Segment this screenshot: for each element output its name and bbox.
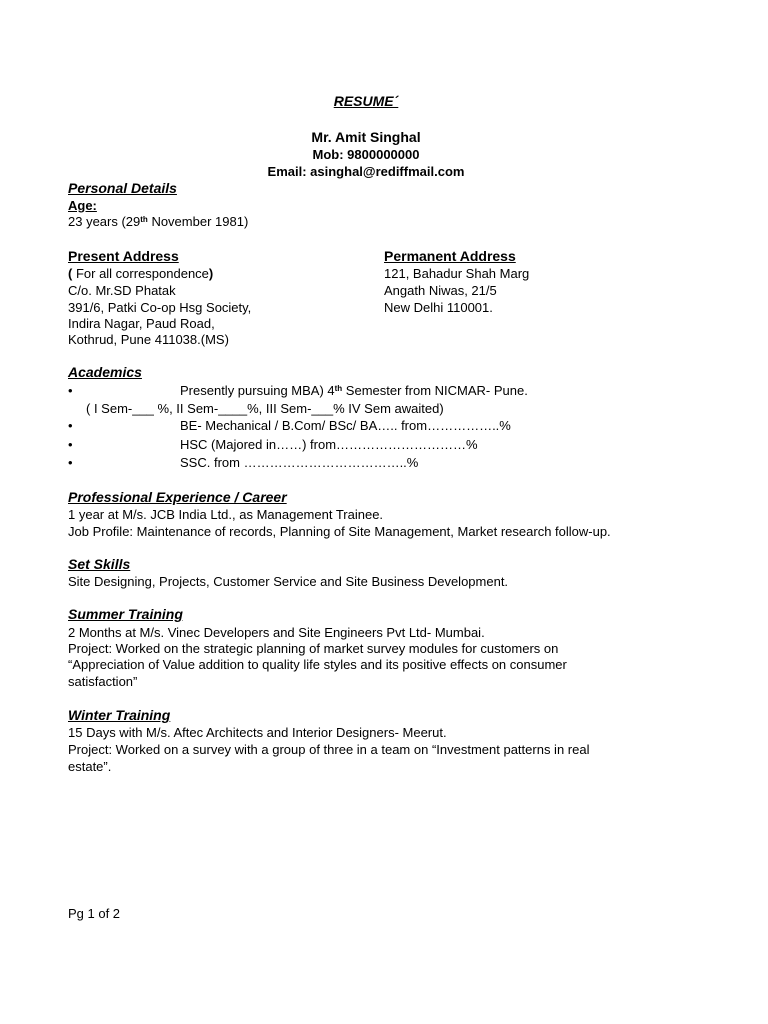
permanent-address-line: Angath Niwas, 21/5 xyxy=(384,283,497,298)
bullet: • xyxy=(68,418,73,433)
resume-title: RESUME´ xyxy=(333,93,399,109)
personal-details-heading: Personal Details xyxy=(68,180,177,196)
summer-training-heading: Summer Training xyxy=(68,606,183,622)
academic-item-hsc: HSC (Majored in……) from…………………………% xyxy=(180,437,478,452)
permanent-address-heading: Permanent Address xyxy=(384,248,516,264)
job-profile-line: Job Profile: Maintenance of records, Planning of Site Management, Market research follow-up. xyxy=(68,524,611,539)
summer-training-line: 2 Months at M/s. Vinec Developers and Site Engineers Pvt Ltd- Mumbai. xyxy=(68,625,485,640)
academics-heading: Academics xyxy=(68,364,142,380)
email-address: Email: asinghal@rediffmail.com xyxy=(267,164,465,179)
present-address-line: 391/6, Patki Co-op Hsg Society, xyxy=(68,300,252,315)
correspondence-note: ( For all correspondence) xyxy=(68,266,214,281)
present-address-line: Indira Nagar, Paud Road, xyxy=(68,316,215,331)
winter-training-line: 15 Days with M/s. Aftec Architects and Interior Designers- Meerut. xyxy=(68,725,447,740)
present-address-line: C/o. Mr.SD Phatak xyxy=(68,283,176,298)
age-value: 23 years (29th November 1981) xyxy=(68,214,249,229)
winter-training-heading: Winter Training xyxy=(68,707,171,723)
academic-item-mba: Presently pursuing MBA) 4th Semester from NICMAR- Pune. xyxy=(180,383,528,398)
experience-heading: Professional Experience / Career xyxy=(68,489,287,505)
present-address-heading: Present Address xyxy=(68,248,179,264)
permanent-address-line: New Delhi 110001. xyxy=(384,300,493,315)
skills-text: Site Designing, Projects, Customer Service and Site Business Development. xyxy=(68,574,509,589)
academic-item-be: BE- Mechanical / B.Com/ BSc/ BA….. from……………..% xyxy=(180,418,511,433)
permanent-address-line: 121, Bahadur Shah Marg xyxy=(384,266,530,281)
semester-line: ( I Sem-___ %, II Sem-____%, III Sem-___% IV Sem awaited) xyxy=(86,401,444,416)
mobile-number: Mob: 9800000000 xyxy=(312,147,420,162)
bullet: • xyxy=(68,437,73,452)
summer-training-line: satisfaction” xyxy=(68,674,138,689)
age-label: Age: xyxy=(68,198,97,213)
summer-training-line: Project: Worked on the strategic planning of market survey modules for customers on xyxy=(68,641,559,656)
page-number: Pg 1 of 2 xyxy=(68,906,121,921)
candidate-name: Mr. Amit Singhal xyxy=(311,129,421,145)
bullet: • xyxy=(68,455,73,470)
bullet: • xyxy=(68,383,73,398)
skills-heading: Set Skills xyxy=(68,556,131,572)
winter-training-line: estate”. xyxy=(68,759,112,774)
present-address-line: Kothrud, Pune 411038.(MS) xyxy=(68,332,229,347)
experience-line: 1 year at M/s. JCB India Ltd., as Management Trainee. xyxy=(68,507,384,522)
academic-item-ssc: SSC. from ………………………………..% xyxy=(180,455,419,470)
winter-training-line: Project: Worked on a survey with a group of three in a team on “Investment patterns in real xyxy=(68,742,590,757)
summer-training-line: “Appreciation of Value addition to quality life styles and its positive effects on consumer xyxy=(68,657,567,672)
